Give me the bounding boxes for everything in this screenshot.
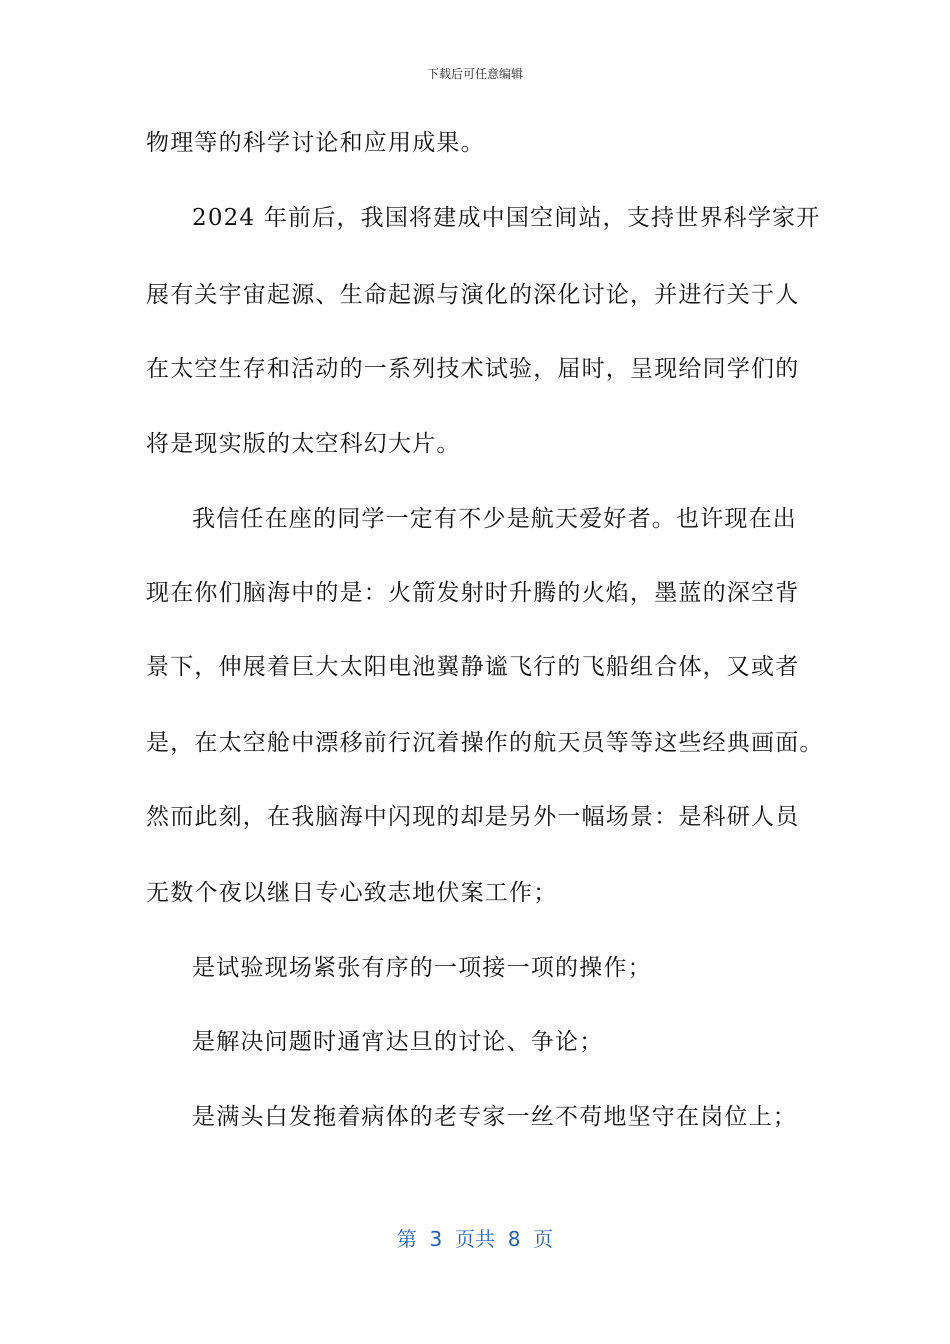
text-line: 物理等的科学讨论和应用成果。: [146, 130, 485, 156]
page-number-footer: [0, 1226, 950, 1252]
text-line: 然而此刻，在我脑海中闪现的却是另外一幅场景：是科研人员: [146, 804, 800, 830]
text-line: 2024 年前后，我国将建成中国空间站，支持世界科学家开: [192, 205, 821, 231]
text-line: 我信任在座的同学一定有不少是航天爱好者。也许现在出: [192, 506, 797, 532]
text-line: 现在你们脑海中的是：火箭发射时升腾的火焰，墨蓝的深空背: [146, 580, 800, 606]
text-line: 景下，伸展着巨大太阳电池翼静谧飞行的飞船组合体，又或者: [146, 654, 800, 680]
text-line: 无数个夜以继日专心致志地伏案工作；: [146, 880, 558, 906]
text-line: 在太空生存和活动的一系列技术试验，届时，呈现给同学们的: [146, 356, 800, 382]
page-header-note: 下载后可任意编辑: [426, 67, 523, 81]
page-number-label: 第 3 页共 8 页: [396, 1227, 554, 1251]
text-line: 是满头白发拖着病体的老专家一丝不苟地坚守在岗位上；: [192, 1104, 797, 1130]
text-line: 是试验现场紧张有序的一项接一项的操作；: [192, 955, 652, 981]
text-line: 展有关宇宙起源、生命起源与演化的深化讨论，并进行关于人: [146, 282, 800, 308]
text-line: 将是现实版的太空科幻大片。: [146, 431, 461, 457]
text-line: 是解决问题时通宵达旦的讨论、争论；: [192, 1029, 604, 1055]
text-line: 是，在太空舱中漂移前行沉着操作的航天员等等这些经典画面。: [146, 730, 824, 756]
